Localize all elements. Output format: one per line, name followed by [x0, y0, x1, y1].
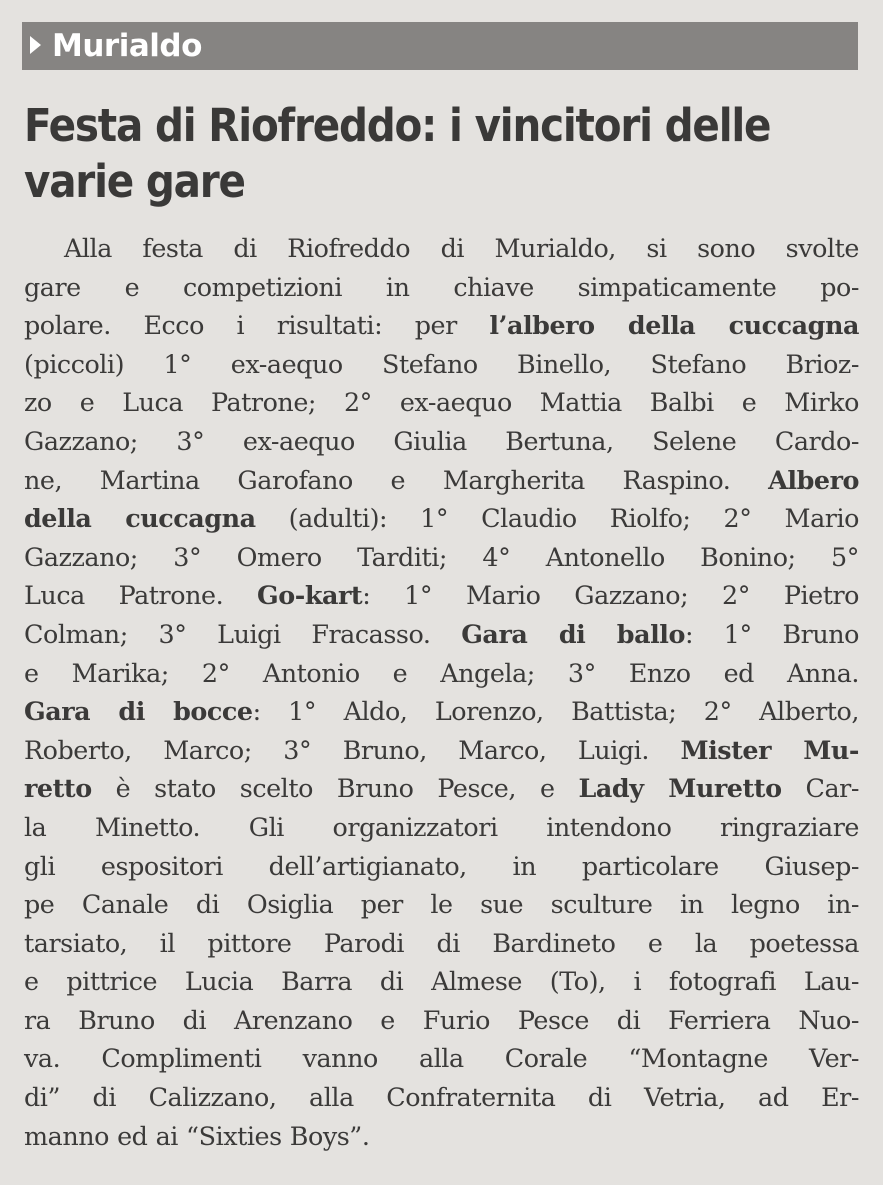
article-line	[24, 538, 859, 577]
section-header-bar	[22, 22, 858, 70]
bold-run: Lady Muretto	[578, 773, 782, 804]
article-line	[24, 383, 859, 422]
article-line	[24, 847, 859, 886]
text-run: (piccoli) 1° ex-aequo Stefano Binello, Stefano Brioz-	[24, 348, 859, 379]
text-run: gare e competizioni in chiave simpaticamente po-	[24, 271, 859, 302]
article-line	[24, 654, 859, 693]
text-run: di” di Calizzano, alla Confraternita di Vetria, ad Er-	[24, 1082, 859, 1113]
article-line	[24, 1078, 859, 1117]
article-line	[24, 576, 859, 615]
article-line	[24, 499, 859, 538]
article-line	[24, 962, 859, 1001]
article-line	[24, 461, 859, 500]
article-line	[24, 268, 859, 307]
text-run: Gazzano; 3° Omero Tarditi; 4° Antonello Bonino; 5°	[24, 541, 859, 572]
text-run: gli espositori dell’artigianato, in particolare Giusep-	[24, 850, 859, 881]
article-line	[24, 731, 859, 770]
article-line	[24, 306, 859, 345]
text-run: manno ed ai “Sixties Boys”.	[24, 1120, 370, 1151]
article-body	[24, 229, 859, 1155]
bold-run: della cuccagna	[24, 503, 256, 534]
article-line	[24, 1039, 859, 1078]
bold-run: retto	[24, 773, 92, 804]
bold-run: Albero	[768, 464, 859, 495]
bold-run: l’albero della cuccagna	[489, 310, 859, 341]
article-line	[24, 769, 859, 808]
article-line	[24, 1117, 859, 1156]
section-label: Murialdo	[52, 28, 202, 64]
article-headline: Festa di Riofreddo: i vincitori delle varie gare	[24, 99, 771, 208]
text-run: pe Canale di Osiglia per le sue sculture in legno in-	[24, 889, 859, 920]
text-run: Luca Patrone.	[24, 580, 258, 611]
article-line	[24, 422, 859, 461]
text-run: Car-	[781, 773, 859, 804]
article-line	[24, 1001, 859, 1040]
bold-run: Gara di bocce	[24, 696, 253, 727]
text-run: : 1° Mario Gazzano; 2° Pietro	[362, 580, 859, 611]
text-run: è stato scelto Bruno Pesce, e	[91, 773, 579, 804]
text-run: Alla festa di Riofreddo di Murialdo, si sono svolte	[64, 233, 859, 263]
text-run: tarsiato, il pittore Parodi di Bardineto e la poetessa	[24, 927, 859, 958]
triangle-arrow-icon	[30, 36, 41, 54]
article-line	[24, 885, 859, 924]
text-run: e Marika; 2° Antonio e Angela; 3° Enzo ed Anna.	[24, 657, 859, 688]
text-run: Gazzano; 3° ex-aequo Giulia Bertuna, Selene Cardo-	[24, 425, 859, 456]
text-run: : 1° Aldo, Lorenzo, Battista; 2° Alberto,	[252, 696, 859, 727]
article-line	[24, 924, 859, 963]
text-run: ne, Martina Garofano e Margherita Raspino.	[24, 464, 769, 495]
text-run: la Minetto. Gli organizzatori intendono ringraziare	[24, 811, 859, 842]
text-run: : 1° Bruno	[685, 618, 859, 649]
text-run: zo e Luca Patrone; 2° ex-aequo Mattia Balbi e Mirko	[24, 387, 859, 418]
article-line	[24, 615, 859, 654]
text-run: ra Bruno di Arenzano e Furio Pesce di Ferriera Nuo-	[24, 1004, 859, 1035]
bold-run: Go-kart	[257, 580, 363, 611]
article-line	[24, 692, 859, 731]
bold-run: Gara di ballo	[461, 618, 685, 649]
text-run: polare. Ecco i risultati: per	[24, 310, 490, 341]
text-run: e pittrice Lucia Barra di Almese (To), i fotografi Lau-	[24, 966, 859, 997]
text-run: (adulti): 1° Claudio Riolfo; 2° Mario	[255, 503, 859, 534]
bold-run: Mister Mu-	[680, 734, 860, 765]
text-run: Roberto, Marco; 3° Bruno, Marco, Luigi.	[24, 734, 681, 765]
text-run: va. Complimenti vanno alla Corale “Montagne Ver-	[24, 1043, 859, 1074]
text-run: Colman; 3° Luigi Fracasso.	[24, 618, 462, 649]
article-line	[24, 229, 859, 268]
article-line	[24, 808, 859, 847]
article-line	[24, 345, 859, 384]
